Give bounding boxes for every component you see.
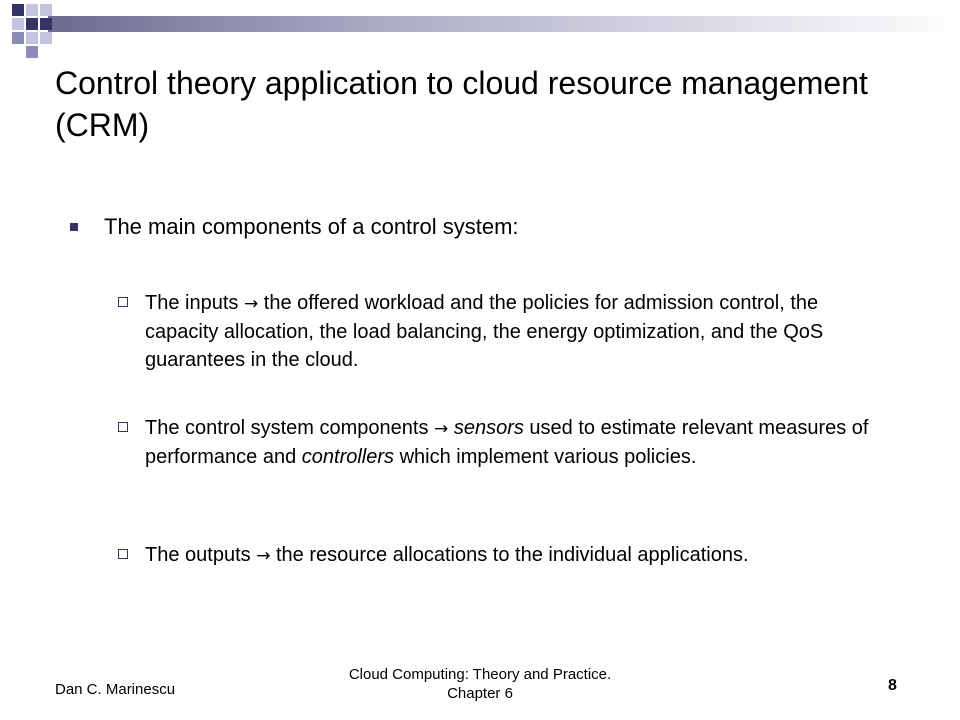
- footer-book-line2: Chapter 6: [447, 685, 513, 702]
- page-number: 8: [888, 677, 897, 694]
- footer-book-line1: Cloud Computing: Theory and Practice.: [348, 666, 612, 683]
- sub-bullet-text: The outputs → the resource allocations to the individual applications.: [145, 544, 749, 566]
- deco-square: [12, 32, 24, 44]
- deco-square: [40, 32, 52, 44]
- footer-author: Dan C. Marinescu: [55, 681, 176, 698]
- footer-book-title: [300, 665, 660, 703]
- sub-bullet-text: The inputs → the offered workload and the policies for admission control, the capacity allocation, the load balancing, the energy optimization, and the QoS guarantees in the cloud.: [145, 292, 824, 371]
- hollow-square-bullet-icon: [118, 549, 128, 559]
- deco-square: [40, 18, 52, 30]
- header-decoration: [0, 0, 960, 60]
- deco-square: [26, 32, 38, 44]
- right-arrow-icon: →: [256, 546, 271, 566]
- hollow-square-bullet-icon: [118, 422, 128, 432]
- sub-bullet-outputs: [118, 541, 888, 570]
- deco-square: [26, 4, 38, 16]
- header-gradient-bar: [48, 16, 960, 32]
- deco-square: [26, 18, 38, 30]
- sub-bullet-components: [118, 414, 888, 471]
- deco-square: [26, 46, 38, 58]
- sub-bullet-inputs: [118, 289, 888, 374]
- deco-square: [12, 18, 24, 30]
- deco-square: [40, 4, 52, 16]
- square-bullet-icon: [70, 223, 78, 231]
- hollow-square-bullet-icon: [118, 297, 128, 307]
- right-arrow-icon: →: [434, 419, 449, 439]
- sub-bullet-text: The control system components → sensors used to estimate relevant measures of performance and controllers which implement various policies.: [145, 417, 869, 468]
- main-bullet-text: The main components of a control system:: [104, 214, 519, 239]
- slide-title: Control theory application to cloud resource management (CRM): [55, 65, 868, 143]
- main-bullet: [70, 213, 910, 241]
- emphasized-term: sensors: [453, 417, 524, 439]
- right-arrow-icon: →: [243, 294, 259, 314]
- emphasized-term: controllers: [301, 446, 395, 468]
- deco-square: [12, 4, 24, 16]
